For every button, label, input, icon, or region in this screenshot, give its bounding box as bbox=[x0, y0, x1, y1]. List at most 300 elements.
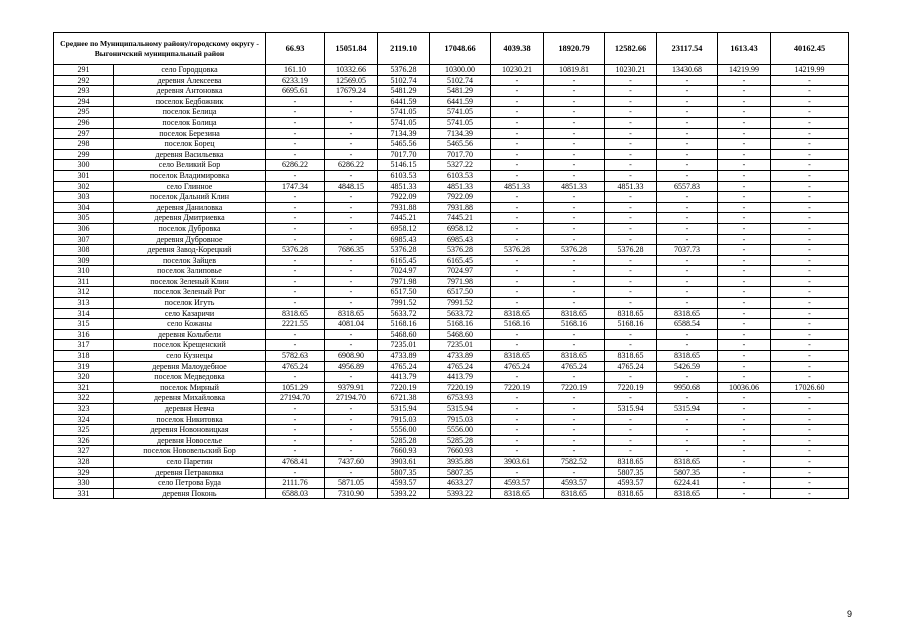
value-cell: - bbox=[325, 446, 378, 457]
value-cell: - bbox=[657, 170, 718, 181]
table-row bbox=[54, 255, 849, 266]
settlement-name-cell: деревня Малоудебное bbox=[114, 361, 266, 372]
value-cell: - bbox=[605, 255, 657, 266]
value-cell: - bbox=[771, 149, 849, 160]
value-cell: 7971.98 bbox=[430, 276, 491, 287]
value-cell: 4081.04 bbox=[325, 319, 378, 330]
value-cell: - bbox=[544, 425, 605, 436]
value-cell: 7017.70 bbox=[430, 149, 491, 160]
value-cell: 12569.05 bbox=[325, 75, 378, 86]
value-cell: - bbox=[657, 75, 718, 86]
value-cell: 7931.88 bbox=[430, 202, 491, 213]
value-cell: - bbox=[491, 170, 544, 181]
value-cell: - bbox=[771, 298, 849, 309]
value-cell: - bbox=[325, 287, 378, 298]
value-cell: 5556.00 bbox=[378, 425, 430, 436]
value-cell: 5376.28 bbox=[605, 245, 657, 256]
value-cell: - bbox=[718, 287, 771, 298]
value-cell: - bbox=[718, 255, 771, 266]
value-cell: - bbox=[771, 202, 849, 213]
value-cell: - bbox=[657, 446, 718, 457]
value-cell: - bbox=[771, 361, 849, 372]
settlement-name-cell: поселок Медведовка bbox=[114, 372, 266, 383]
settlement-name-cell: поселок Березина bbox=[114, 128, 266, 139]
table-row bbox=[54, 276, 849, 287]
row-number-cell: 317 bbox=[54, 340, 114, 351]
value-cell: 8318.65 bbox=[657, 308, 718, 319]
value-cell: - bbox=[657, 435, 718, 446]
value-cell: 5168.16 bbox=[378, 319, 430, 330]
value-cell: - bbox=[657, 276, 718, 287]
table-row bbox=[54, 435, 849, 446]
value-cell: 4768.41 bbox=[266, 456, 325, 467]
value-cell: - bbox=[718, 393, 771, 404]
row-number-cell: 303 bbox=[54, 192, 114, 203]
value-cell: - bbox=[657, 192, 718, 203]
value-cell: 5468.60 bbox=[430, 329, 491, 340]
settlement-name-cell: поселок Залиповье bbox=[114, 266, 266, 277]
value-cell: - bbox=[266, 117, 325, 128]
value-cell: 4593.57 bbox=[378, 478, 430, 489]
value-cell: 7235.01 bbox=[430, 340, 491, 351]
value-cell: 6695.61 bbox=[266, 86, 325, 97]
row-number-cell: 298 bbox=[54, 139, 114, 150]
table-row bbox=[54, 213, 849, 224]
value-cell: 5285.28 bbox=[378, 435, 430, 446]
value-cell: - bbox=[544, 276, 605, 287]
value-cell: - bbox=[325, 117, 378, 128]
row-number-cell: 312 bbox=[54, 287, 114, 298]
value-cell: - bbox=[325, 266, 378, 277]
value-cell: 4851.33 bbox=[378, 181, 430, 192]
value-cell: - bbox=[605, 75, 657, 86]
value-cell: - bbox=[544, 340, 605, 351]
value-cell: 7235.01 bbox=[378, 340, 430, 351]
value-cell: - bbox=[544, 139, 605, 150]
value-cell: - bbox=[491, 128, 544, 139]
row-number-cell: 316 bbox=[54, 329, 114, 340]
value-cell: 6588.03 bbox=[266, 488, 325, 499]
value-cell: - bbox=[605, 139, 657, 150]
value-cell: - bbox=[325, 202, 378, 213]
table-row bbox=[54, 340, 849, 351]
table-row bbox=[54, 170, 849, 181]
settlement-name-cell: деревня Дубровное bbox=[114, 234, 266, 245]
row-number-cell: 314 bbox=[54, 308, 114, 319]
value-cell: 4413.79 bbox=[378, 372, 430, 383]
value-cell: 1747.34 bbox=[266, 181, 325, 192]
table-row bbox=[54, 96, 849, 107]
value-cell: - bbox=[266, 255, 325, 266]
table-row bbox=[54, 329, 849, 340]
value-cell: - bbox=[605, 329, 657, 340]
value-cell: - bbox=[657, 287, 718, 298]
value-cell: - bbox=[266, 425, 325, 436]
table-header-row bbox=[54, 33, 849, 65]
value-cell: - bbox=[718, 488, 771, 499]
value-cell: - bbox=[491, 340, 544, 351]
header-value: 4039.38 bbox=[491, 33, 544, 65]
value-cell: - bbox=[718, 467, 771, 478]
header-value: 2119.10 bbox=[378, 33, 430, 65]
value-cell: 4848.15 bbox=[325, 181, 378, 192]
value-cell: 10332.66 bbox=[325, 65, 378, 76]
settlement-name-cell: деревня Алексеева bbox=[114, 75, 266, 86]
value-cell: - bbox=[325, 234, 378, 245]
value-cell: 8318.65 bbox=[491, 488, 544, 499]
row-number-cell: 304 bbox=[54, 202, 114, 213]
value-cell: - bbox=[544, 192, 605, 203]
value-cell: - bbox=[771, 340, 849, 351]
value-cell: - bbox=[605, 446, 657, 457]
value-cell: - bbox=[325, 223, 378, 234]
table-row bbox=[54, 393, 849, 404]
value-cell: - bbox=[544, 414, 605, 425]
value-cell: - bbox=[544, 467, 605, 478]
table-row bbox=[54, 467, 849, 478]
value-cell: 14219.99 bbox=[718, 65, 771, 76]
value-cell: - bbox=[544, 287, 605, 298]
value-cell: - bbox=[605, 425, 657, 436]
settlement-name-cell: поселок Дальний Клин bbox=[114, 192, 266, 203]
value-cell: 6517.50 bbox=[378, 287, 430, 298]
value-cell: 7922.09 bbox=[378, 192, 430, 203]
settlement-name-cell: деревня Васильевка bbox=[114, 149, 266, 160]
row-number-cell: 301 bbox=[54, 170, 114, 181]
value-cell: - bbox=[771, 139, 849, 150]
value-cell: 4765.24 bbox=[430, 361, 491, 372]
value-cell: 3903.61 bbox=[378, 456, 430, 467]
data-table bbox=[53, 32, 849, 499]
settlement-name-cell: деревня Поконь bbox=[114, 488, 266, 499]
value-cell: 27194.70 bbox=[266, 393, 325, 404]
row-number-cell: 313 bbox=[54, 298, 114, 309]
value-cell: - bbox=[771, 329, 849, 340]
value-cell: 2221.55 bbox=[266, 319, 325, 330]
value-cell: - bbox=[718, 223, 771, 234]
value-cell: 14219.99 bbox=[771, 65, 849, 76]
value-cell: 10230.21 bbox=[491, 65, 544, 76]
value-cell: - bbox=[718, 202, 771, 213]
value-cell: - bbox=[266, 287, 325, 298]
value-cell: - bbox=[544, 223, 605, 234]
value-cell: - bbox=[605, 96, 657, 107]
value-cell: 10300.00 bbox=[430, 65, 491, 76]
value-cell: - bbox=[544, 372, 605, 383]
value-cell: 7220.19 bbox=[544, 382, 605, 393]
value-cell: 4593.57 bbox=[544, 478, 605, 489]
value-cell: 4851.33 bbox=[491, 181, 544, 192]
value-cell: - bbox=[605, 223, 657, 234]
value-cell: - bbox=[266, 234, 325, 245]
row-number-cell: 296 bbox=[54, 117, 114, 128]
row-number-cell: 319 bbox=[54, 361, 114, 372]
value-cell: 6958.12 bbox=[430, 223, 491, 234]
value-cell: 5168.16 bbox=[491, 319, 544, 330]
value-cell: 13430.68 bbox=[657, 65, 718, 76]
table-row bbox=[54, 488, 849, 499]
value-cell: 7660.93 bbox=[430, 446, 491, 457]
value-cell: - bbox=[491, 75, 544, 86]
value-cell: 8318.65 bbox=[266, 308, 325, 319]
row-number-cell: 305 bbox=[54, 213, 114, 224]
value-cell: 4765.24 bbox=[266, 361, 325, 372]
value-cell: 6441.59 bbox=[430, 96, 491, 107]
value-cell: - bbox=[544, 160, 605, 171]
value-cell: 8318.65 bbox=[605, 351, 657, 362]
header-value: 1613.43 bbox=[718, 33, 771, 65]
value-cell: 6753.93 bbox=[430, 393, 491, 404]
value-cell: 7220.19 bbox=[378, 382, 430, 393]
table-row bbox=[54, 117, 849, 128]
table-row bbox=[54, 319, 849, 330]
settlement-name-cell: деревня Новоселье bbox=[114, 435, 266, 446]
value-cell: 5465.56 bbox=[378, 139, 430, 150]
row-number-cell: 294 bbox=[54, 96, 114, 107]
value-cell: - bbox=[771, 467, 849, 478]
value-cell: - bbox=[605, 287, 657, 298]
value-cell: - bbox=[605, 213, 657, 224]
value-cell: 5871.05 bbox=[325, 478, 378, 489]
table-row bbox=[54, 107, 849, 118]
value-cell: - bbox=[657, 213, 718, 224]
value-cell: 10230.21 bbox=[605, 65, 657, 76]
settlement-name-cell: село Казаричи bbox=[114, 308, 266, 319]
row-number-cell: 297 bbox=[54, 128, 114, 139]
value-cell: - bbox=[491, 234, 544, 245]
value-cell: - bbox=[718, 75, 771, 86]
value-cell: - bbox=[771, 96, 849, 107]
row-number-cell: 302 bbox=[54, 181, 114, 192]
value-cell: - bbox=[605, 414, 657, 425]
value-cell: - bbox=[657, 223, 718, 234]
value-cell: - bbox=[491, 329, 544, 340]
value-cell: 4851.33 bbox=[544, 181, 605, 192]
value-cell: 5168.16 bbox=[430, 319, 491, 330]
table-row bbox=[54, 160, 849, 171]
value-cell: - bbox=[491, 435, 544, 446]
settlement-name-cell: поселок Владимировка bbox=[114, 170, 266, 181]
value-cell: 6985.43 bbox=[430, 234, 491, 245]
value-cell: - bbox=[605, 117, 657, 128]
settlement-name-cell: село Петрова Буда bbox=[114, 478, 266, 489]
value-cell: - bbox=[491, 266, 544, 277]
value-cell: - bbox=[491, 255, 544, 266]
value-cell: - bbox=[605, 234, 657, 245]
value-cell: 7017.70 bbox=[378, 149, 430, 160]
value-cell: 5556.00 bbox=[430, 425, 491, 436]
value-cell: - bbox=[771, 276, 849, 287]
value-cell: 5633.72 bbox=[378, 308, 430, 319]
table-row bbox=[54, 372, 849, 383]
value-cell: - bbox=[491, 393, 544, 404]
settlement-name-cell: деревня Петраковка bbox=[114, 467, 266, 478]
value-cell: - bbox=[491, 149, 544, 160]
table-row bbox=[54, 446, 849, 457]
value-cell: - bbox=[605, 202, 657, 213]
value-cell: 4593.57 bbox=[491, 478, 544, 489]
value-cell: 4851.33 bbox=[430, 181, 491, 192]
value-cell: - bbox=[718, 340, 771, 351]
value-cell: - bbox=[771, 287, 849, 298]
value-cell: - bbox=[718, 404, 771, 415]
value-cell: - bbox=[657, 234, 718, 245]
value-cell: - bbox=[266, 276, 325, 287]
value-cell: 8318.65 bbox=[325, 308, 378, 319]
value-cell: 8318.65 bbox=[491, 308, 544, 319]
value-cell: 5782.63 bbox=[266, 351, 325, 362]
value-cell: - bbox=[325, 425, 378, 436]
value-cell: - bbox=[544, 329, 605, 340]
settlement-name-cell: село Глинное bbox=[114, 181, 266, 192]
row-number-cell: 299 bbox=[54, 149, 114, 160]
value-cell: - bbox=[718, 192, 771, 203]
value-cell: - bbox=[657, 160, 718, 171]
value-cell: - bbox=[718, 276, 771, 287]
row-number-cell: 328 bbox=[54, 456, 114, 467]
value-cell: - bbox=[771, 351, 849, 362]
value-cell: 6103.53 bbox=[430, 170, 491, 181]
value-cell: 5146.15 bbox=[378, 160, 430, 171]
value-cell: - bbox=[325, 435, 378, 446]
value-cell: - bbox=[657, 298, 718, 309]
value-cell: - bbox=[491, 425, 544, 436]
value-cell: 5807.35 bbox=[430, 467, 491, 478]
value-cell: - bbox=[718, 414, 771, 425]
settlement-name-cell: село Городцовка bbox=[114, 65, 266, 76]
value-cell: 5468.60 bbox=[378, 329, 430, 340]
settlement-name-cell: деревня Невча bbox=[114, 404, 266, 415]
value-cell: - bbox=[657, 329, 718, 340]
value-cell: 9950.68 bbox=[657, 382, 718, 393]
value-cell: 6588.54 bbox=[657, 319, 718, 330]
value-cell: 5315.94 bbox=[378, 404, 430, 415]
value-cell: - bbox=[657, 266, 718, 277]
value-cell: - bbox=[544, 446, 605, 457]
value-cell: - bbox=[771, 414, 849, 425]
value-cell: 6517.50 bbox=[430, 287, 491, 298]
row-number-cell: 306 bbox=[54, 223, 114, 234]
value-cell: - bbox=[544, 149, 605, 160]
row-number-cell: 325 bbox=[54, 425, 114, 436]
value-cell: - bbox=[657, 393, 718, 404]
table-row bbox=[54, 139, 849, 150]
table-row bbox=[54, 351, 849, 362]
value-cell: - bbox=[491, 192, 544, 203]
value-cell: 4733.89 bbox=[378, 351, 430, 362]
settlement-name-cell: поселок Белица bbox=[114, 107, 266, 118]
value-cell: - bbox=[605, 276, 657, 287]
row-number-cell: 321 bbox=[54, 382, 114, 393]
value-cell: - bbox=[718, 435, 771, 446]
value-cell: - bbox=[771, 75, 849, 86]
header-value: 15051.84 bbox=[325, 33, 378, 65]
value-cell: - bbox=[718, 213, 771, 224]
settlement-name-cell: село Кожаны bbox=[114, 319, 266, 330]
value-cell: - bbox=[605, 372, 657, 383]
value-cell: - bbox=[771, 393, 849, 404]
value-cell: - bbox=[544, 202, 605, 213]
value-cell: - bbox=[718, 234, 771, 245]
value-cell: - bbox=[491, 213, 544, 224]
table-row bbox=[54, 202, 849, 213]
value-cell: 7991.52 bbox=[430, 298, 491, 309]
value-cell: - bbox=[718, 361, 771, 372]
value-cell: - bbox=[718, 456, 771, 467]
value-cell: - bbox=[491, 117, 544, 128]
value-cell: - bbox=[718, 117, 771, 128]
value-cell: 5168.16 bbox=[544, 319, 605, 330]
value-cell: - bbox=[771, 488, 849, 499]
value-cell: 7971.98 bbox=[378, 276, 430, 287]
value-cell: 7922.09 bbox=[430, 192, 491, 203]
settlement-name-cell: деревня Завод-Корецкий bbox=[114, 245, 266, 256]
settlement-name-cell: деревня Антоновка bbox=[114, 86, 266, 97]
value-cell: - bbox=[491, 372, 544, 383]
value-cell: - bbox=[771, 319, 849, 330]
value-cell: 5741.05 bbox=[378, 117, 430, 128]
table-row bbox=[54, 65, 849, 76]
value-cell: - bbox=[325, 170, 378, 181]
value-cell: 6233.19 bbox=[266, 75, 325, 86]
table-row bbox=[54, 234, 849, 245]
row-number-cell: 293 bbox=[54, 86, 114, 97]
value-cell: 6224.41 bbox=[657, 478, 718, 489]
row-number-cell: 307 bbox=[54, 234, 114, 245]
value-cell: - bbox=[718, 298, 771, 309]
value-cell: - bbox=[325, 467, 378, 478]
value-cell: - bbox=[266, 446, 325, 457]
value-cell: 5327.22 bbox=[430, 160, 491, 171]
value-cell: - bbox=[266, 202, 325, 213]
value-cell: - bbox=[544, 107, 605, 118]
table-row bbox=[54, 149, 849, 160]
value-cell: 6721.38 bbox=[378, 393, 430, 404]
header-value: 40162.45 bbox=[771, 33, 849, 65]
value-cell: - bbox=[544, 128, 605, 139]
settlement-name-cell: поселок Болица bbox=[114, 117, 266, 128]
value-cell: - bbox=[605, 192, 657, 203]
value-cell: 5481.29 bbox=[378, 86, 430, 97]
row-number-cell: 309 bbox=[54, 255, 114, 266]
settlement-name-cell: село Великий Бор bbox=[114, 160, 266, 171]
row-number-cell: 292 bbox=[54, 75, 114, 86]
value-cell: 5393.22 bbox=[430, 488, 491, 499]
value-cell: - bbox=[605, 149, 657, 160]
value-cell: - bbox=[491, 404, 544, 415]
settlement-name-cell: поселок Дубровка bbox=[114, 223, 266, 234]
table-row bbox=[54, 86, 849, 97]
value-cell: 8318.65 bbox=[657, 456, 718, 467]
value-cell: - bbox=[771, 446, 849, 457]
value-cell: - bbox=[491, 446, 544, 457]
value-cell: 1051.29 bbox=[266, 382, 325, 393]
value-cell: - bbox=[771, 181, 849, 192]
value-cell: - bbox=[491, 139, 544, 150]
table-row bbox=[54, 75, 849, 86]
value-cell: - bbox=[544, 298, 605, 309]
value-cell: - bbox=[491, 287, 544, 298]
value-cell: - bbox=[491, 160, 544, 171]
value-cell: 6557.83 bbox=[657, 181, 718, 192]
header-value: 17048.66 bbox=[430, 33, 491, 65]
value-cell: - bbox=[544, 234, 605, 245]
value-cell: - bbox=[605, 298, 657, 309]
value-cell: - bbox=[771, 86, 849, 97]
row-number-cell: 308 bbox=[54, 245, 114, 256]
value-cell: - bbox=[491, 223, 544, 234]
value-cell: - bbox=[266, 372, 325, 383]
